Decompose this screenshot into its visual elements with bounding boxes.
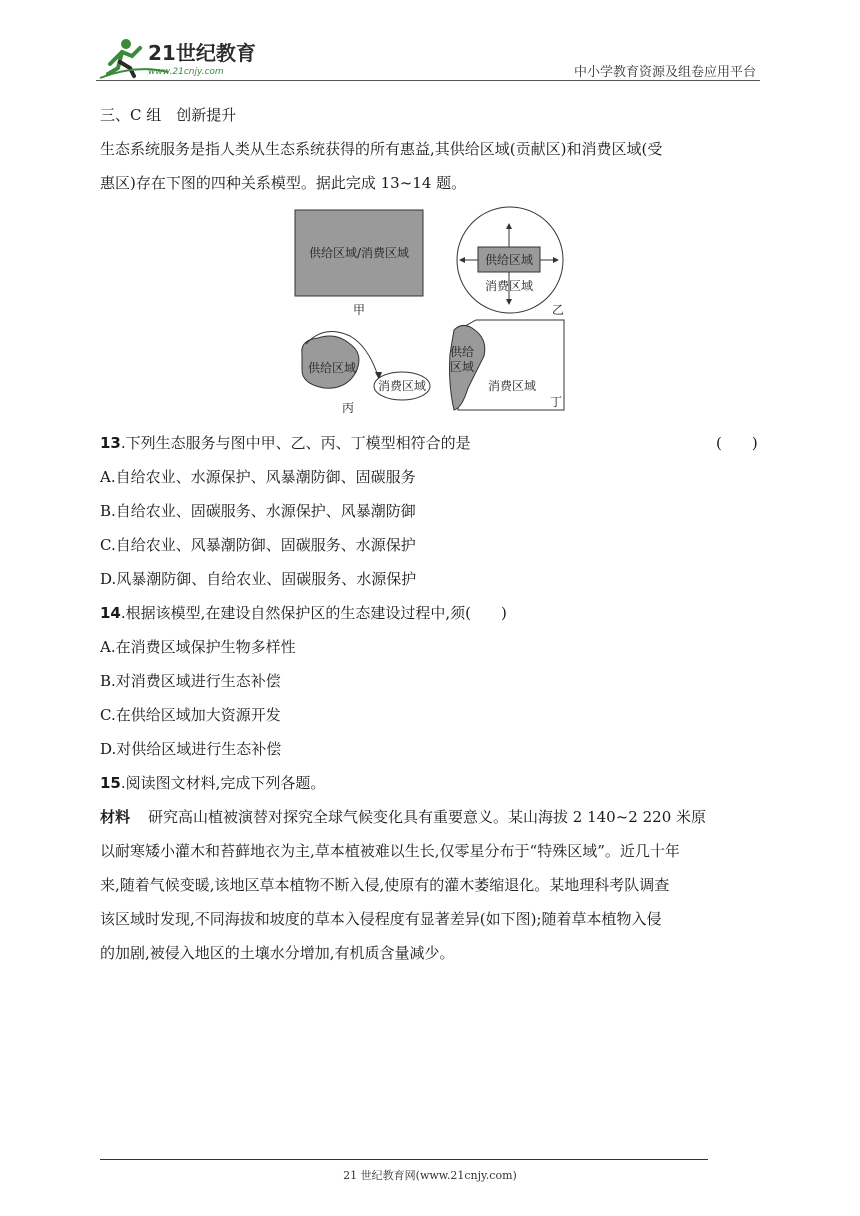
q14-option-a: A.在消费区域保护生物多样性 bbox=[100, 638, 296, 656]
q13-answer-blank: ( ) bbox=[716, 434, 758, 452]
site-logo bbox=[96, 34, 256, 80]
model-yi bbox=[457, 207, 564, 317]
q15-stem-text: .阅读图文材料,完成下列各题。 bbox=[120, 774, 326, 792]
q14-stem bbox=[100, 602, 507, 623]
jia-label: 甲 bbox=[352, 303, 366, 317]
yi-box-text: 供给区域 bbox=[484, 253, 534, 267]
q15-material-line-5: 的加剧,被侵入地区的土壤水分增加,有机质含量减少。 bbox=[100, 944, 455, 962]
q15-material-line-1 bbox=[100, 806, 706, 827]
model-bing bbox=[302, 332, 430, 416]
model-jia bbox=[295, 210, 423, 317]
bing-label: 丙 bbox=[341, 401, 355, 415]
q14-number: 14 bbox=[100, 604, 121, 622]
section-title: 三、C 组 创新提升 bbox=[100, 106, 237, 124]
ding-label: 丁 bbox=[549, 395, 563, 409]
ding-supply-text-2: 区域 bbox=[449, 360, 475, 374]
model-figure bbox=[290, 204, 580, 418]
intro-line-2: 惠区)存在下图的四种关系模型。据此完成 13~14 题。 bbox=[100, 174, 467, 192]
ding-consume-text: 消费区域 bbox=[487, 379, 537, 393]
footer-text: 21 世纪教育网(www.21cnjy.com) bbox=[343, 1169, 517, 1182]
bing-supply-text: 供给区域 bbox=[307, 361, 357, 375]
jia-box-text: 供给区域/消费区域 bbox=[308, 246, 410, 260]
yi-consume-text: 消费区域 bbox=[484, 279, 534, 293]
q13-stem bbox=[100, 432, 471, 453]
q13-option-b: B.自给农业、固碳服务、水源保护、风暴潮防御 bbox=[100, 502, 416, 520]
model-ding bbox=[450, 320, 565, 410]
q14-option-c: C.在供给区域加大资源开发 bbox=[100, 706, 281, 724]
header-divider bbox=[96, 80, 760, 81]
q13-number: 13 bbox=[100, 434, 121, 452]
material-label: 材料 bbox=[100, 808, 131, 826]
q15-stem bbox=[100, 772, 325, 793]
q14-stem-text: .根据该模型,在建设自然保护区的生态建设过程中,须( ) bbox=[120, 604, 507, 622]
q15-material-line-2: 以耐寒矮小灌木和苔藓地衣为主,草本植被难以生长,仅零星分布于“特殊区域”。近几十年 bbox=[100, 842, 680, 860]
q13-option-a: A.自给农业、水源保护、风暴潮防御、固碳服务 bbox=[100, 468, 416, 486]
logo-url-text: www.21cnjy.com bbox=[148, 67, 224, 77]
q13-option-d: D.风暴潮防御、自给农业、固碳服务、水源保护 bbox=[100, 570, 417, 588]
platform-name: 中小学教育资源及组卷应用平台 bbox=[573, 65, 756, 80]
q13-option-c: C.自给农业、风暴潮防御、固碳服务、水源保护 bbox=[100, 536, 416, 554]
yi-label: 乙 bbox=[551, 303, 565, 317]
ding-supply-text-1: 供给 bbox=[449, 345, 475, 359]
q13-stem-text: .下列生态服务与图中甲、乙、丙、丁模型相符合的是 bbox=[120, 434, 471, 452]
q15-material-line-3: 来,随着气候变暖,该地区草本植物不断入侵,使原有的灌木萎缩退化。某地理科考队调查 bbox=[100, 876, 670, 894]
material-text-1: 研究高山植被演替对探究全球气候变化具有重要意义。某山海拔 2 140~2 220 米原 bbox=[148, 808, 707, 826]
intro-line-1: 生态系统服务是指人类从生态系统获得的所有惠益,其供给区域(贡献区)和消费区域(受 bbox=[100, 140, 663, 158]
q14-option-d: D.对供给区域进行生态补偿 bbox=[100, 740, 282, 758]
footer-divider bbox=[100, 1159, 708, 1160]
q15-number: 15 bbox=[100, 774, 121, 792]
q14-option-b: B.对消费区域进行生态补偿 bbox=[100, 672, 281, 690]
bing-consume-text: 消费区域 bbox=[377, 379, 427, 393]
q15-material-line-4: 该区域时发现,不同海拔和坡度的草本入侵程度有显著差异(如下图);随着草本植物入侵 bbox=[100, 910, 662, 928]
logo-text: 21世纪教育 bbox=[148, 41, 256, 65]
